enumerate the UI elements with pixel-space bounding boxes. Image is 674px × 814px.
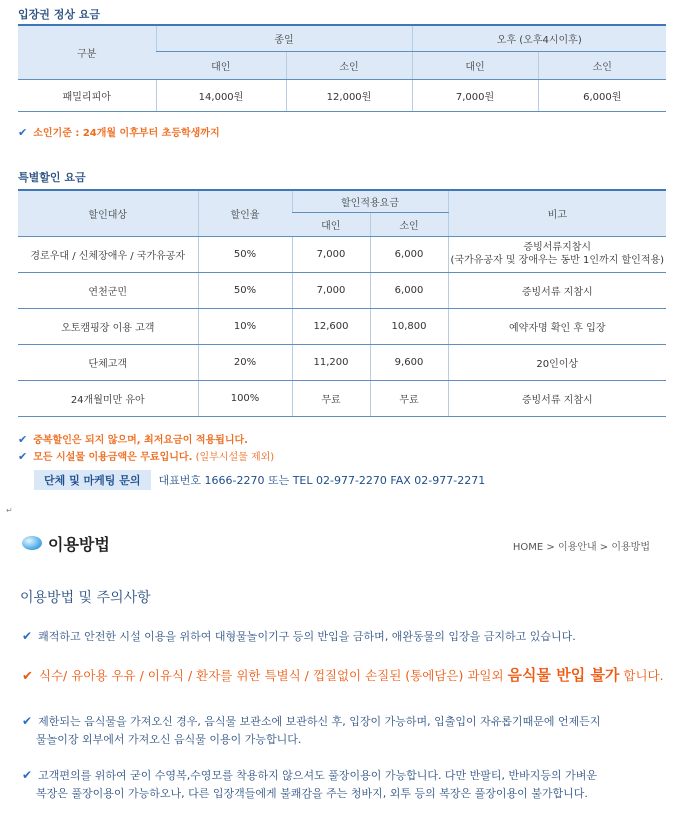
header-eve-adult: 대인 (412, 51, 538, 79)
contact-numbers: 대표번호 1666-2270 또는 TEL 02-977-2270 FAX 02-977-2271 (158, 474, 486, 487)
admission-note: ✔ 소인기준 : 24개월 이후부터 초등학생까지 (18, 126, 220, 139)
usage-item-4: ✔ 고객편의를 위하여 굳이 수영복,수영모를 착용하지 않으셔도 풀장이용이 가능합니다. 다만 반팔티, 반바지등의 가벼운 복장은 풀장이용이 가능하오나, 다른 입장객들에게 불쾌감을 주는 청바지, 외투 등의 복장은 풀장이용이 불가합니다. (22, 768, 598, 800)
discount-note-2: ✔ 모든 시설물 이용금액은 무료입니다. (일부시설물 제외) (18, 450, 275, 463)
check-icon: ✔ (18, 450, 28, 463)
cell-adult: 12,600 (292, 308, 370, 344)
check-icon: ✔ (22, 714, 33, 728)
cell-eve-child: 6,000원 (538, 79, 666, 111)
table-row (18, 79, 666, 111)
cell-remarks: 증빙서류 지참시 (448, 272, 666, 308)
cell-day-child: 12,000원 (286, 79, 412, 111)
header-eve-child: 소인 (538, 51, 666, 79)
cell-eve-adult: 7,000원 (412, 79, 538, 111)
cell-adult: 무료 (292, 380, 370, 416)
usage-item-2: ✔ 식수/ 유아용 우유 / 이유식 / 환자를 위한 특별식 / 껍질없이 손질된 (통에담은) 과일외 음식물 반입 불가 합니다. (22, 666, 664, 684)
cell-target: 24개월미만 유아 (18, 380, 198, 416)
breadcrumb[interactable]: HOME > 이용안내 > 이용방법 (512, 542, 650, 553)
cell-rate: 50% (198, 272, 292, 308)
cell-child: 6,000 (370, 236, 448, 272)
cell-remarks: 20인이상 (448, 344, 666, 380)
cell-remarks (448, 236, 666, 272)
header-target: 할인대상 (18, 190, 198, 236)
header-category: 구분 (18, 25, 156, 79)
cell-child: 10,800 (370, 308, 448, 344)
header-day-adult: 대인 (156, 51, 286, 79)
row-label: 패밀리피아 (18, 79, 156, 111)
header-applied: 할인적용요금 (292, 190, 448, 212)
cell-adult: 7,000 (292, 272, 370, 308)
header-day-child: 소인 (286, 51, 412, 79)
cell-child: 6,000 (370, 272, 448, 308)
check-icon: ✔ (18, 433, 28, 446)
table-row (18, 308, 666, 344)
cell-target: 연천군민 (18, 272, 198, 308)
cell-day-adult: 14,000원 (156, 79, 286, 111)
contact-line (34, 470, 485, 488)
cell-target: 오토캠핑장 이용 고객 (18, 308, 198, 344)
page-title: 이용방법 (48, 535, 110, 554)
contact-badge: 단체 및 마케팅 문의 (34, 470, 151, 490)
cell-remarks: 증빙서류 지참시 (448, 380, 666, 416)
discount-note-1: ✔ 중복할인은 되지 않으며, 최저요금이 적용됩니다. (18, 433, 248, 446)
bubble-icon (22, 536, 42, 550)
header-adult: 대인 (292, 212, 370, 236)
header-day: 종일 (156, 25, 412, 51)
admission-title: 입장권 정상 요금 (18, 8, 101, 21)
table-row (18, 344, 666, 380)
cell-target: 단체고객 (18, 344, 198, 380)
table-row (18, 380, 666, 416)
usage-item-1: ✔ 쾌적하고 안전한 시설 이용을 위하여 대형물놀이기구 등의 반입을 금하며, 애완동물의 입장을 금지하고 있습니다. (22, 629, 576, 643)
check-icon: ✔ (22, 629, 33, 643)
cell-remarks: 예약자명 확인 후 입장 (448, 308, 666, 344)
discount-title: 특별할인 요금 (18, 171, 86, 184)
return-mark: ↵ (6, 506, 13, 515)
cell-rate: 100% (198, 380, 292, 416)
header-rate: 할인율 (198, 190, 292, 236)
header-remarks: 비고 (448, 190, 666, 236)
cell-child: 9,600 (370, 344, 448, 380)
cell-adult: 7,000 (292, 236, 370, 272)
cell-adult: 11,200 (292, 344, 370, 380)
usage-subtitle: 이용방법 및 주의사항 (20, 590, 151, 606)
cell-rate: 10% (198, 308, 292, 344)
admission-table (18, 24, 666, 112)
cell-rate: 20% (198, 344, 292, 380)
cell-child: 무료 (370, 380, 448, 416)
cell-target: 경로우대 / 신체장애우 / 국가유공자 (18, 236, 198, 272)
header-evening: 오후 (오후4시이후) (412, 25, 666, 51)
check-icon: ✔ (18, 126, 28, 139)
header-child: 소인 (370, 212, 448, 236)
cell-rate: 50% (198, 236, 292, 272)
table-row (18, 272, 666, 308)
usage-header (22, 532, 662, 556)
check-icon: ✔ (22, 669, 33, 684)
usage-item-3: ✔ 제한되는 음식물을 가져오신 경우, 음식물 보관소에 보관하신 후, 입장이 가능하며, 입출입이 자유롭기때문에 언제든지 물놀이장 외부에서 가져오신 음식물 이용이 가능합니다. (22, 714, 601, 746)
discount-table (18, 189, 666, 417)
remarks-line: 증빙서류지참시 (523, 242, 592, 253)
check-icon: ✔ (22, 768, 33, 782)
remarks-line: (국가유공자 및 장애우는 동반 1인까지 할인적용) (450, 255, 665, 266)
table-row (18, 236, 666, 272)
